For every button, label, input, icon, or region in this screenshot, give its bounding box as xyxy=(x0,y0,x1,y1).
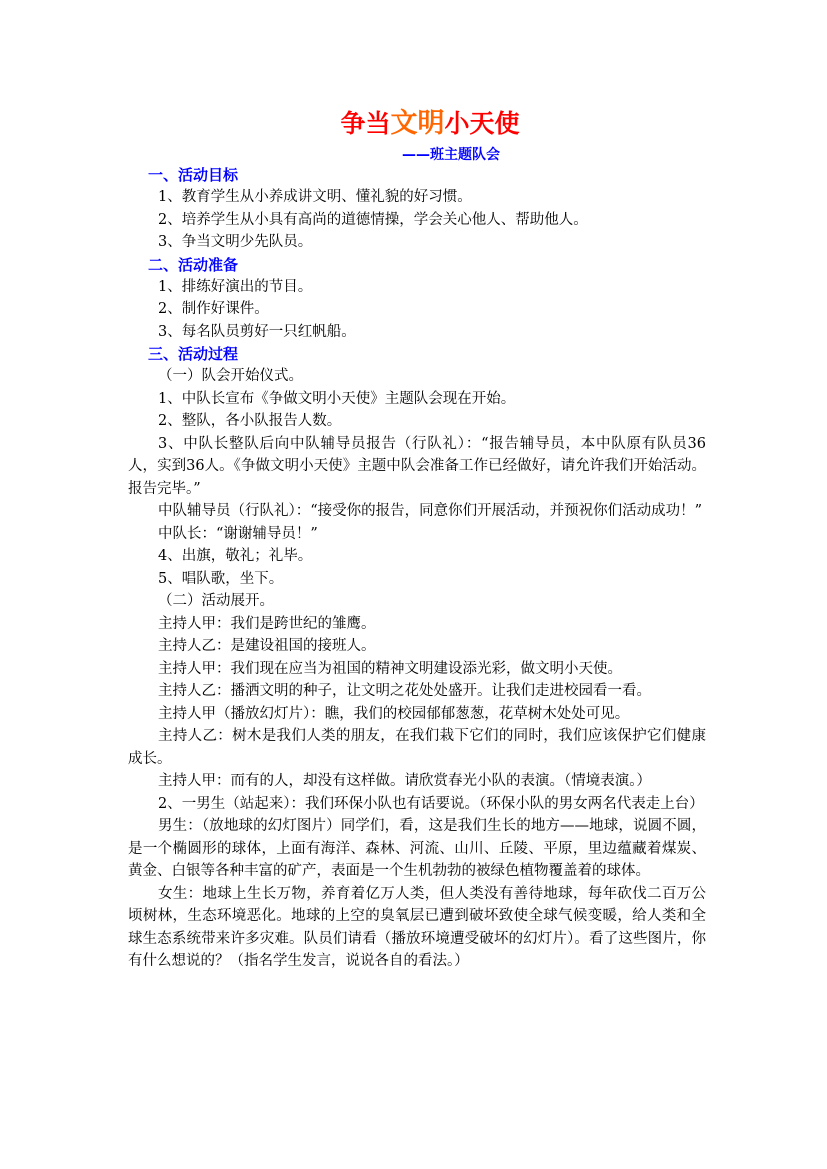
section-heading-preparation: 二、活动准备 xyxy=(148,255,239,274)
document-body xyxy=(128,164,706,973)
paragraph: 男生：（放地球的幻灯图片）同学们，看，这是我们生长的地方——地球，说圆不圆，是一个椭圆形的球体，上面有海洋、森林、河流、山川、丘陵、平原，里边蕴藏着煤炭、黄金、白银等各种丰富的矿产，表面是一个生机勃勃的被绿色植物覆盖着的球体。 xyxy=(128,818,706,879)
paragraph: 1、教育学生从小养成讲文明、懂礼貌的好习惯。 xyxy=(158,189,472,205)
paragraph: 主持人甲：而有的人，却没有这样做。请欣赏春光小队的表演。（情境表演。） xyxy=(158,773,651,789)
paragraph: 2、制作好课件。 xyxy=(158,301,269,317)
paragraph: 3、争当文明少先队员。 xyxy=(158,234,313,250)
paragraph: 2、一男生（站起来）：我们环保小队也有话要说。（环保小队的男女两名代表走上台） xyxy=(158,795,704,812)
paragraph: （二）活动展开。 xyxy=(158,593,274,609)
paragraph: 1、中队长宣布《争做文明小天使》主题队会现在开始。 xyxy=(158,390,516,407)
title-part-3: 小天使 xyxy=(444,109,520,138)
section-heading-goals: 一、活动目标 xyxy=(148,166,239,184)
paragraph: （一）队会开始仪式。 xyxy=(158,368,303,384)
paragraph: 1、排练好演出的节目。 xyxy=(158,278,313,295)
title-part-1: 争当 xyxy=(340,109,391,138)
page-title xyxy=(0,106,827,142)
paragraph: 中队辅导员（行队礼）：“接受你的报告，同意你们开展活动，并预祝你们活动成功！” xyxy=(158,503,703,519)
paragraph: 3、中队长整队后向中队辅导员报告（行队礼）：“报告辅导员，本中队原有队员36人，实到36人。《争做文明小天使》主题中队会准备工作已经做好，请允许我们开始活动。报告完毕。” xyxy=(128,435,706,497)
paragraph: 主持人乙：是建设祖国的接班人。 xyxy=(158,638,376,654)
paragraph: 主持人甲（播放幻灯片）：瞧，我们的校园郁郁葱葱，花草树木处处可见。 xyxy=(158,705,630,722)
section-heading-process: 三、活动过程 xyxy=(148,345,239,363)
paragraph: 主持人乙：播洒文明的种子，让文明之花处处盛开。让我们走进校园看一看。 xyxy=(158,683,651,699)
paragraph: 4、出旗，敬礼；礼毕。 xyxy=(158,548,313,564)
paragraph: 女生：地球上生长万物，养育着亿万人类，但人类没有善待地球，每年砍伐二百万公顷树林，生态环境恶化。地球的上空的臭氧层已遭到破坏致使全球气候变暖，给人类和全球生态系统带来许多灾难。队员们请看（播放环境遭受破坏的幻灯片）。看了这些图片，你有什么想说的？（指名学生发言，说说各自的看法。） xyxy=(128,885,706,969)
paragraph: 2、培养学生从小具有高尚的道德情操，学会关心他人、帮助他人。 xyxy=(158,211,588,228)
paragraph: 3、每名队员剪好一只红帆船。 xyxy=(158,323,356,340)
paragraph: 2、整队，各小队报告人数。 xyxy=(158,413,342,429)
page-subtitle: ——班主题队会 xyxy=(402,147,500,163)
paragraph: 5、唱队歌，坐下。 xyxy=(158,570,284,587)
paragraph: 主持人乙：树木是我们人类的朋友，在我们栽下它们的同时，我们应该保护它们健康成长。 xyxy=(128,728,706,767)
paragraph: 中队长：“谢谢辅导员！” xyxy=(158,525,318,542)
title-part-2: 文明 xyxy=(390,108,445,139)
paragraph: 主持人甲：我们是跨世纪的雏鹰。 xyxy=(158,615,376,632)
paragraph: 主持人甲：我们现在应当为祖国的精神文明建设添光彩，做文明小天使。 xyxy=(158,660,622,677)
